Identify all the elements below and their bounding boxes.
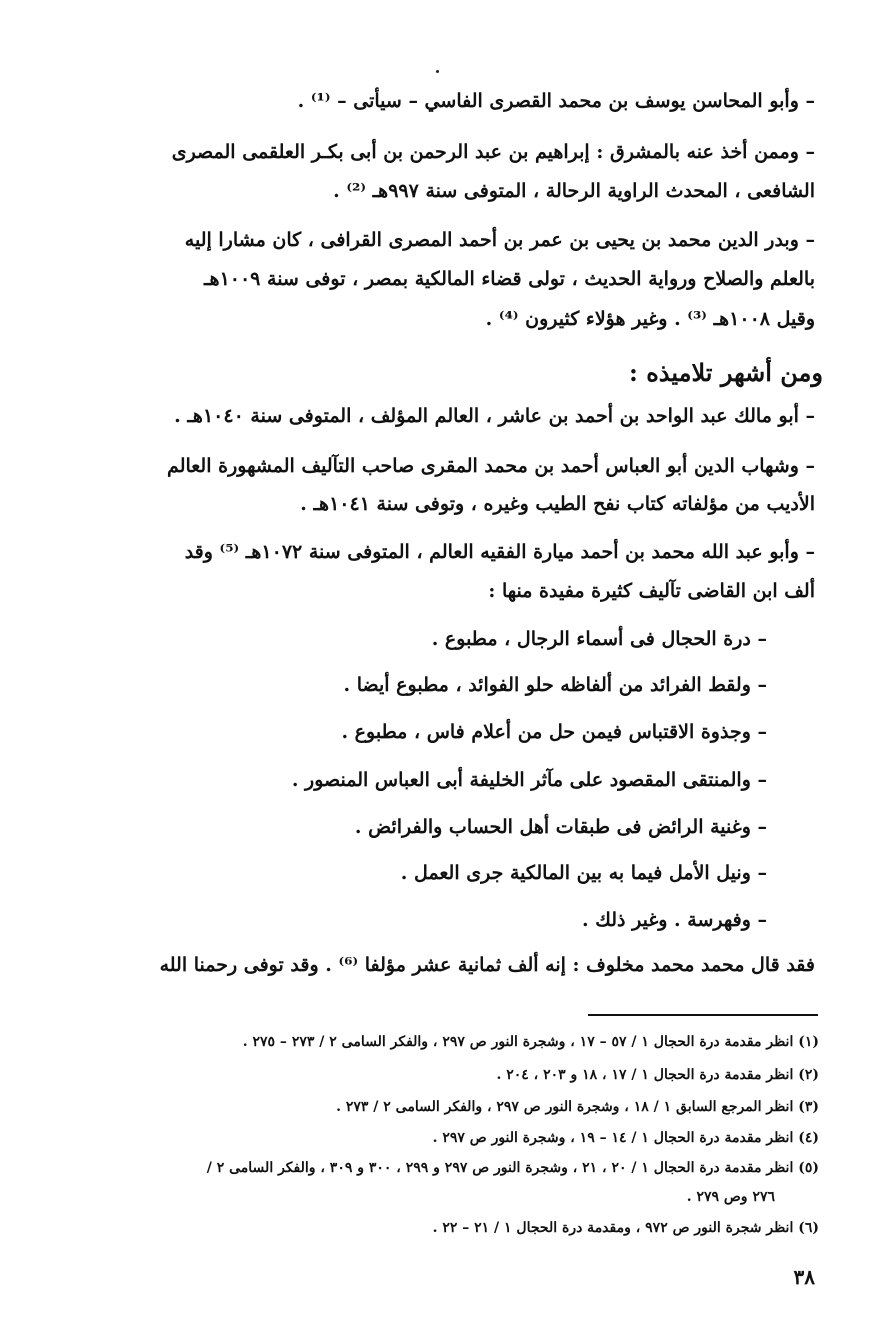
student-line: – أبو مالك عبد الواحد بن أحمد بن عاشر ، العالم المؤلف ، المتوفى سنة ١٠٤٠هـ .: [174, 405, 815, 427]
student-line: – وأبو عبد الله محمد بن أحمد ميارة الفقيه العالم ، المتوفى سنة ١٠٧٢هـ ⁽⁵⁾ وقد: [184, 541, 815, 563]
work-item: – وفهرسة . وغير ذلك .: [582, 909, 767, 931]
text-line: بالعلم والصلاح ورواية الحديث ، تولى قضاء المالكية بمصر ، توفى سنة ١٠٠٩هـ: [203, 268, 815, 290]
section-heading: ومن أشهر تلاميذه :: [629, 358, 823, 387]
student-line: الأديب من مؤلفاته كتاب نفح الطيب وغيره ، وتوفى سنة ١٠٤١هـ .: [300, 493, 815, 515]
footnote: (٦) انظر شجرة النور ص ٩٧٢ ، ومقدمة درة الحجال ١ / ٢١ – ٢٢ .: [432, 1220, 819, 1236]
closing-line: فقد قال محمد محمد مخلوف : إنه ألف ثمانية عشر مؤلفا ⁽⁶⁾ . وقد توفى رحمنا الله: [159, 954, 815, 976]
footnote: (٥) انظر مقدمة درة الحجال ١ / ٢٠ ، ٢١ ، وشجرة النور ص ٢٩٧ و ٢٩٩ ، ٣٠٠ و ٣٠٩ ، والفكر السامى ٢ /: [206, 1160, 819, 1176]
work-item: – وغنية الرائض فى طبقات أهل الحساب والفرائض .: [354, 816, 767, 838]
footnote: (١) انظر مقدمة درة الحجال ١ / ٥٧ – ١٧ ، وشجرة النور ص ٢٩٧ ، والفكر السامى ٢ / ٢٧٣ – ٢٧٥ .: [242, 1034, 819, 1050]
work-item: – وجذوة الاقتباس فيمن حل من أعلام فاس ، مطبوع .: [341, 721, 767, 743]
work-item: – والمنتقى المقصود على مآثر الخليفة أبى العباس المنصور .: [291, 769, 767, 791]
work-item: – ولقط الفرائد من ألفاظه حلو الفوائد ، مطبوع أيضا .: [343, 674, 767, 696]
footnote: (٣) انظر المرجع السابق ١ / ١٨ ، وشجرة النور ص ٢٩٧ ، والفكر السامى ٢ / ٢٧٣ .: [336, 1099, 819, 1115]
footnote-continuation: ٢٧٦ وص ٢٧٩ .: [686, 1189, 775, 1205]
footnote-rule: [588, 1014, 818, 1016]
footnote: (٢) انظر مقدمة درة الحجال ١ / ١٧ ، ١٨ و ٢٠٣ ، ٢٠٤ .: [496, 1067, 819, 1083]
page-number: ٣٨: [793, 1265, 815, 1289]
text-line: – وبدر الدين محمد بن يحيى بن عمر بن أحمد المصرى القرافى ، كان مشارا إليه: [184, 229, 815, 251]
text-line: – وممن أخذ عنه بالمشرق : إبراهيم بن عبد الرحمن بن أبى بكـر العلقمى المصرى: [171, 141, 815, 163]
footnote: (٤) انظر مقدمة درة الحجال ١ / ١٤ – ١٩ ، وشجرة النور ص ٢٩٧ .: [432, 1130, 819, 1146]
ink-speck: [436, 70, 439, 73]
text-line: وقيل ١٠٠٨هـ ⁽³⁾ . وغير هؤلاء كثيرون ⁽⁴⁾ .: [485, 308, 815, 330]
text-line: الشافعى ، المحدث الراوية الرحالة ، المتوفى سنة ٩٩٧هـ ⁽²⁾ .: [333, 180, 815, 202]
work-item: – ونيل الأمل فيما به بين المالكية جرى العمل .: [400, 862, 767, 884]
student-line: – وشهاب الدين أبو العباس أحمد بن محمد المقرى صاحب التآليف المشهورة العالم: [167, 455, 815, 477]
work-item: – درة الحجال فى أسماء الرجال ، مطبوع .: [431, 628, 767, 650]
text-line: – وأبو المحاسن يوسف بن محمد القصرى الفاسي – سيأتى – ⁽¹⁾ .: [297, 90, 815, 112]
student-line: ألف ابن القاضى تآليف كثيرة مفيدة منها :: [488, 580, 815, 602]
